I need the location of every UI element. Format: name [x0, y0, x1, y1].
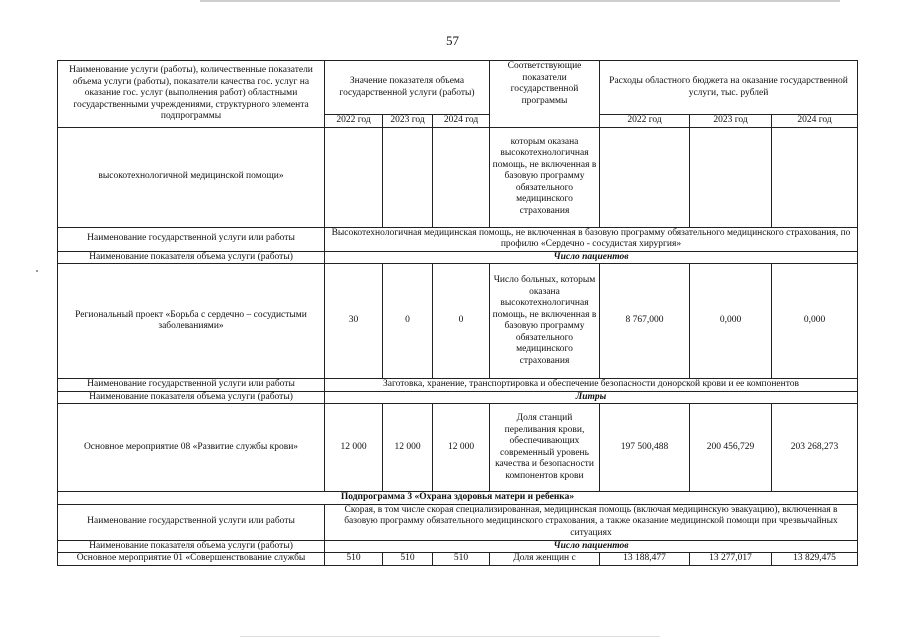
value-2023: 510 — [383, 553, 433, 566]
scan-bottom-edge — [240, 636, 660, 637]
data-row — [58, 404, 858, 492]
continuation-row — [58, 127, 858, 227]
expense-2022: 8 767,000 — [600, 264, 690, 379]
header-name-cell: Наименование услуги (работы), количественные показатели объема услуги (работы), показатели качества гос. услуг на оказание гос. услуг (выполнения работ) областными государственными учреждениями, структурного элемента подпрограммы — [58, 61, 325, 128]
value-2024: 12 000 — [433, 404, 490, 492]
service-label: Наименование государственной услуги или работы — [58, 227, 325, 251]
indicator-text: Число больных, которым оказана высокотехнологичная помощь, не включенная в базовую программу обязательного медицинского страхования — [490, 264, 600, 379]
service-row — [58, 227, 858, 251]
unit-label: Наименование показателя объема услуги (работы) — [58, 251, 325, 264]
unit-value: Литры — [325, 391, 858, 404]
expense-2024: 13 829,475 — [772, 553, 858, 566]
empty-cell — [690, 127, 772, 227]
empty-cell — [325, 127, 383, 227]
scan-mark — [36, 270, 38, 272]
year-expense-2024: 2024 год — [772, 115, 858, 128]
year-expense-2022: 2022 год — [600, 115, 690, 128]
subprogram-title: Подпрограмма 3 «Охрана здоровья матери и ребенка» — [58, 492, 858, 505]
row-name: Основное мероприятие 08 «Развитие службы крови» — [58, 404, 325, 492]
budget-table — [57, 60, 858, 566]
value-2022: 30 — [325, 264, 383, 379]
service-label: Наименование государственной услуги или работы — [58, 504, 325, 540]
indicator-text: Доля станций переливания крови, обеспечивающих современный уровень качества и безопасности компонентов крови — [490, 404, 600, 492]
data-row — [58, 553, 858, 566]
unit-label: Наименование показателя объема услуги (работы) — [58, 391, 325, 404]
header-expenses-cell: Расходы областного бюджета на оказание государственной услуги, тыс. рублей — [600, 61, 858, 115]
subprogram-row — [58, 492, 858, 505]
service-row — [58, 379, 858, 392]
indicator-text: Доля женщин с — [490, 553, 600, 566]
expense-2023: 200 456,729 — [690, 404, 772, 492]
expense-2023: 13 277,017 — [690, 553, 772, 566]
year-value-2022: 2022 год — [325, 115, 383, 128]
continuation-indicator: которым оказана высокотехнологичная помощь, не включенная в базовую программу обязательного медицинского страхования — [490, 127, 600, 227]
value-2024: 0 — [433, 264, 490, 379]
service-value: Заготовка, хранение, транспортировка и обеспечение безопасности донорской крови и ее компонентов — [325, 379, 858, 392]
service-value: Скорая, в том числе скорая специализированная, медицинская помощь (включая медицинскую эвакуацию), включенная в базовую программу обязательного медицинского страхования, а также оказание медицинской помощи при чрезвычайных ситуациях — [325, 504, 858, 540]
row-name: Региональный проект «Борьба с сердечно – сосудистыми заболеваниями» — [58, 264, 325, 379]
empty-cell — [383, 127, 433, 227]
value-2023: 12 000 — [383, 404, 433, 492]
expense-2023: 0,000 — [690, 264, 772, 379]
value-2023: 0 — [383, 264, 433, 379]
empty-cell — [600, 127, 690, 227]
unit-value: Число пациентов — [325, 540, 858, 553]
continuation-name: высокотехнологичной медицинской помощи» — [58, 127, 325, 227]
header-row — [58, 61, 858, 115]
value-2022: 12 000 — [325, 404, 383, 492]
year-expense-2023: 2023 год — [690, 115, 772, 128]
unit-row — [58, 540, 858, 553]
service-row — [58, 504, 858, 540]
service-value: Высокотехнологичная медицинская помощь, не включенная в базовую программу обязательного медицинского страхования, по профилю «Сердечно - сосудистая хирургия» — [325, 227, 858, 251]
expense-2024: 0,000 — [772, 264, 858, 379]
row-name: Основное мероприятие 01 «Совершенствование службы — [58, 553, 325, 566]
unit-label: Наименование показателя объема услуги (работы) — [58, 540, 325, 553]
empty-cell — [772, 127, 858, 227]
year-value-2023: 2023 год — [383, 115, 433, 128]
unit-row — [58, 251, 858, 264]
expense-2022: 197 500,488 — [600, 404, 690, 492]
header-indicators-cell: Соответствующие показатели государственной программы — [490, 61, 600, 128]
year-value-2024: 2024 год — [433, 115, 490, 128]
unit-row — [58, 391, 858, 404]
data-row — [58, 264, 858, 379]
expense-2022: 13 188,477 — [600, 553, 690, 566]
expense-2024: 203 268,273 — [772, 404, 858, 492]
unit-value: Число пациентов — [325, 251, 858, 264]
empty-cell — [433, 127, 490, 227]
scan-edge-line — [200, 0, 840, 2]
header-value-cell: Значение показателя объема государственной услуги (работы) — [325, 61, 490, 115]
value-2022: 510 — [325, 553, 383, 566]
page-number: 57 — [446, 33, 459, 48]
service-label: Наименование государственной услуги или работы — [58, 379, 325, 392]
value-2024: 510 — [433, 553, 490, 566]
